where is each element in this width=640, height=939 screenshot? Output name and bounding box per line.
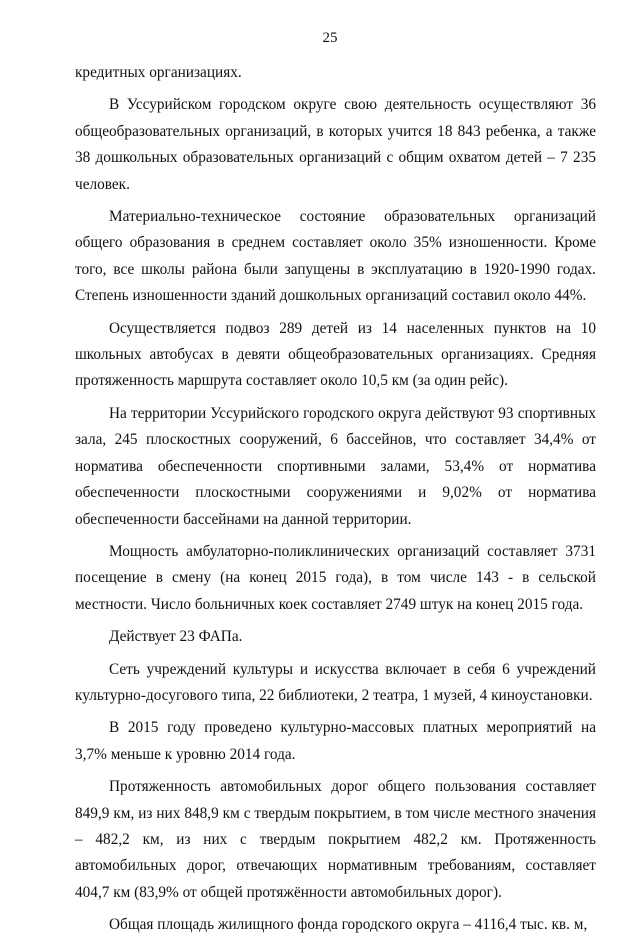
paragraph-roads: Протяженность автомобильных дорог общего пользования составляет 849,9 км, из них 848,9 км с твердым покрытием, в том числе местного значения – 482,2 км, из них с твердым покрытием 482,2 км. Протяженность автомобильных дорог, отвечающих нормативным требованиям, составляет 404,7 км (83,9% от общей протяжённости автомобильных дорог). [75,778,596,901]
body-text [75,60,596,939]
paragraph-fap: Действует 23 ФАПа. [109,628,243,646]
paragraph-housing: Общая площадь жилищного фонда городского округа – 4116,4 тыс. кв. м, [109,916,588,934]
paragraph-schools: В Уссурийском городском округе свою деятельность осуществляют 36 общеобразовательных организаций, в которых учится 18 843 ребенка, а также 38 дошкольных образовательных организаций с общим охватом детей – 7 235 человек. [75,96,596,193]
paragraph-continuation: кредитных организациях. [75,64,242,81]
paragraph-school-transport: Осуществляется подвоз 289 детей из 14 населенных пунктов на 10 школьных автобусах в девяти общеобразовательных организациях. Средняя протяженность маршрута составляет около 10,5 км (за один рейс). [75,319,596,390]
page-number: 25 [322,30,338,46]
paragraph-culture: Сеть учреждений культуры и искусства включает в себя 6 учреждений культурно-досугового типа, 22 библиотеки, 2 театра, 1 музей, 4 киноустановки. [75,660,596,704]
paragraph-school-condition: Материально-техническое состояние образовательных организаций общего образования в среднем составляет около 35% изношенности. Кроме того, все школы района были запущены в эксплуатацию в 1920-1990 годах. Степень изношенности зданий дошкольных организаций составил около 44%. [75,208,596,305]
paragraph-events: В 2015 году проведено культурно-массовых платных мероприятий на 3,7% меньше к уровню 2014 года. [75,719,596,763]
paragraph-healthcare: Мощность амбулаторно-поликлинических организаций составляет 3731 посещение в смену (на конец 2015 года), в том числе 143 - в сельской местности. Число больничных коек составляет 2749 штук на конец 2015 года. [75,542,596,613]
paragraph-sports-facilities: На территории Уссурийского городского округа действуют 93 спортивных зала, 245 плоскостных сооружений, 6 бассейнов, что составляет 34,4% от норматива обеспеченности спортивными залами, 53,4% от норматива обеспеченности плоскостными сооружениями и 9,02% от норматива обеспеченности бассейнами на данной территории. [75,404,596,528]
